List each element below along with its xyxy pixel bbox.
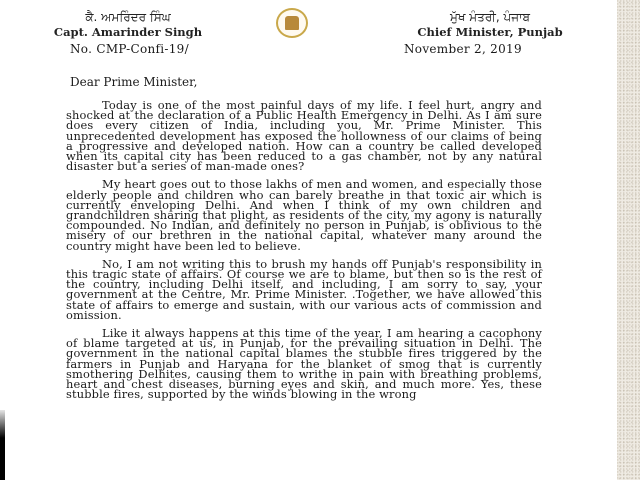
- salutation: Dear Prime Minister,: [70, 75, 198, 89]
- paragraph: My heart goes out to those lakhs of men and women, and especially those elderly people and children who can barely breathe in that toxic air which is currently enveloping Delhi. And when I think of my own children and grandchildren sharing that plight, as residents of the city, my agony is naturally compounded. No Indian, and definitely no person in Punjab, is oblivious to the misery of our brethren in the national capital, whatever many around the country might have been led to believe.: [66, 177, 542, 253]
- sender-name-english: Capt. Amarinder Singh: [53, 25, 203, 39]
- letter-body: [66, 100, 542, 407]
- paragraph: No, I am not writing this to brush my hands off Punjab's responsibility in this tragic state of affairs. Of course we are to blame, but then so is the rest of the country, including Delhi itself, and including, I am sorry to say, your government at the Centre, Mr. Prime Minister. .Together, we have allowed this state of affairs to emerge and sustain, with our various acts of commission and omission.: [66, 256, 542, 322]
- lion-capital-icon: [285, 16, 299, 30]
- paragraph: Like it always happens at this time of the year, I am hearing a cacophony of blame targeted at us, in Punjab, for the prevailing situation in Delhi. The government in the national capital blames the stubble fires triggered by the farmers in Punjab and Haryana for the blanket of smog that is currently smothering Delhites, causing them to writhe in pain with breathing problems, heart and chest diseases, burning eyes and skin, and much more. Yes, these stubble fires, supported by the winds blowing in the wrong: [66, 326, 542, 402]
- state-emblem-icon: [276, 8, 308, 38]
- letter-date: November 2, 2019: [404, 42, 522, 56]
- reference-number: No. CMP-Confi-19/: [70, 42, 189, 56]
- scan-shadow: [0, 410, 5, 480]
- sender-name-gurmukhi: ਕੈ. ਅਮਰਿੰਦਰ ਸਿੰਘ: [85, 10, 171, 24]
- paper-edge: [617, 0, 640, 480]
- office-title-english: Chief Minister, Punjab: [417, 25, 563, 39]
- office-block: [410, 10, 570, 39]
- paragraph: Today is one of the most painful days of my life. I feel hurt, angry and shocked at the declaration of a Public Health Emergency in Delhi. As I am sure does every citizen of India, including you, Mr. Prime Minister. This unprecedented development has exposed the hollowness of our claims of being a progressive and developed nation. How can a country be called developed when its capital city has been reduced to a gas chamber, not by any natural disaster but a series of man-made ones?: [66, 98, 542, 174]
- office-title-gurmukhi: ਮੁੱਖ ਮੰਤਰੀ, ਪੰਜਾਬ: [449, 10, 531, 24]
- sender-block: [48, 10, 208, 39]
